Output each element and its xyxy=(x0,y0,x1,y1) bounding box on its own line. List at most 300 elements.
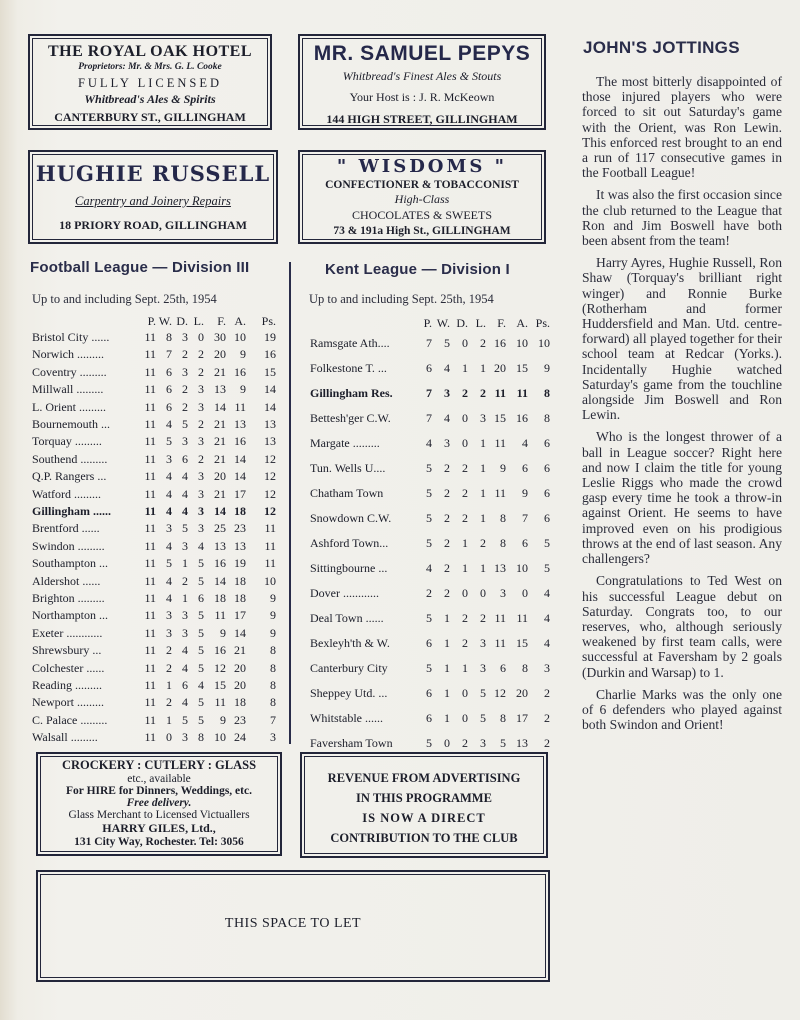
stat-cell: 3 xyxy=(444,436,450,450)
stat-cell: 3 xyxy=(544,661,550,675)
stat-cell: 11 xyxy=(494,636,506,650)
kent-league-header-row xyxy=(310,316,550,330)
stat-cell: 18 xyxy=(234,695,246,710)
table-row xyxy=(310,636,550,652)
stat-cell: 11 xyxy=(144,573,156,588)
team-name: Gillingham ...... xyxy=(32,504,112,518)
team-name: Shrewsbury ... xyxy=(32,643,102,658)
stat-cell: 0 xyxy=(522,586,528,600)
team-name: Snowdown C.W. xyxy=(310,511,392,525)
column-header: D. xyxy=(456,316,468,330)
table-row-gillingham xyxy=(310,386,550,402)
table-row xyxy=(32,626,280,642)
table-row xyxy=(32,434,280,450)
stat-cell: 13 xyxy=(494,561,506,575)
stat-cell: 3 xyxy=(182,625,188,640)
stat-cell: 6 xyxy=(182,678,188,692)
stat-cell: 4 xyxy=(426,561,432,575)
stat-cell: 0 xyxy=(444,736,450,750)
stat-cell: 4 xyxy=(544,586,550,600)
stat-cell: 5 xyxy=(426,611,432,625)
column-header: L. xyxy=(475,316,486,330)
stat-cell: 18 xyxy=(234,591,246,605)
samuel-pepys-ad xyxy=(298,34,546,130)
team-name: L. Orient ......... xyxy=(32,399,106,414)
stat-cell: 4 xyxy=(198,678,204,692)
stat-cell: 21 xyxy=(214,451,226,466)
stat-cell: 6 xyxy=(426,686,432,700)
stat-cell: 13 xyxy=(264,434,276,449)
table-row xyxy=(32,539,280,555)
stat-cell: 5 xyxy=(426,736,432,750)
stat-cell: 5 xyxy=(182,417,188,431)
crockery-line-7: 131 City Way, Rochester. Tel: 3056 xyxy=(74,836,244,848)
stat-cell: 11 xyxy=(516,611,528,625)
stat-cell: 10 xyxy=(516,336,528,350)
hughie-russell-ad xyxy=(28,150,278,244)
stat-cell: 9 xyxy=(270,625,276,640)
team-name: Bexleyh'th & W. xyxy=(310,636,390,650)
stat-cell: 3 xyxy=(182,434,188,449)
stat-cell: 1 xyxy=(444,636,450,650)
stat-cell: 2 xyxy=(198,347,204,362)
stat-cell: 2 xyxy=(444,461,450,475)
stat-cell: 8 xyxy=(270,678,276,692)
stat-cell: 20 xyxy=(494,361,506,375)
stat-cell: 11 xyxy=(144,712,156,727)
stat-cell: 11 xyxy=(264,538,276,553)
column-header: F. xyxy=(497,316,506,330)
stat-cell: 3 xyxy=(198,399,204,414)
table-row xyxy=(310,561,550,577)
stat-cell: 2 xyxy=(426,586,432,600)
column-header: P. xyxy=(147,314,156,328)
team-name: Ramsgate Ath.... xyxy=(310,336,390,350)
stat-cell: 2 xyxy=(544,686,550,700)
table-row xyxy=(310,611,550,627)
team-name: Southampton ... xyxy=(32,556,109,571)
stat-cell: 13 xyxy=(214,382,226,397)
russell-title: HUGHIE RUSSELL xyxy=(35,161,271,186)
stat-cell: 2 xyxy=(462,386,468,400)
stat-cell: 1 xyxy=(462,661,468,675)
wisdoms-address: 73 & 191a High St., GILLINGHAM xyxy=(333,225,511,237)
stat-cell: 16 xyxy=(264,347,276,362)
stat-cell: 11 xyxy=(494,386,506,400)
stat-cell: 16 xyxy=(214,556,226,571)
wisdoms-goods: CHOCOLATES & SWEETS xyxy=(351,208,492,222)
stat-cell: 6 xyxy=(198,591,204,605)
team-name: Torquay ......... xyxy=(32,434,102,449)
stat-cell: 9 xyxy=(270,608,276,623)
table-row xyxy=(32,695,280,711)
stat-cell: 3 xyxy=(198,434,204,449)
wisdoms-trade: CONFECTIONER & TOBACCONIST xyxy=(325,179,519,191)
stat-cell: 8 xyxy=(166,330,172,344)
stat-cell: 2 xyxy=(480,336,486,350)
team-name: Coventry ......... xyxy=(32,364,107,379)
stat-cell: 8 xyxy=(270,660,276,675)
team-name: Q.P. Rangers ... xyxy=(32,469,107,484)
stat-cell: 3 xyxy=(198,486,204,501)
pepys-title: MR. SAMUEL PEPYS xyxy=(313,42,531,65)
stat-cell: 8 xyxy=(544,386,550,400)
table-row xyxy=(32,365,280,381)
stat-cell: 1 xyxy=(444,711,450,725)
stat-cell: 18 xyxy=(214,591,226,605)
pepys-ales: Whitbread's Finest Ales & Stouts xyxy=(342,69,502,83)
stat-cell: 5 xyxy=(426,536,432,550)
stat-cell: 6 xyxy=(166,382,172,397)
royal-oak-licensed: FULLY LICENSED xyxy=(77,76,223,90)
team-name: Chatham Town xyxy=(310,486,384,500)
stat-cell: 23 xyxy=(234,521,246,536)
stat-cell: 9 xyxy=(522,486,528,500)
stat-cell: 1 xyxy=(444,611,450,625)
stat-cell: 1 xyxy=(462,561,468,575)
stat-cell: 11 xyxy=(144,451,156,466)
stat-cell: 3 xyxy=(182,364,188,379)
stat-cell: 13 xyxy=(234,538,246,553)
team-name: Deal Town ...... xyxy=(310,611,384,625)
stat-cell: 21 xyxy=(214,417,226,431)
stat-cell: 3 xyxy=(166,521,172,536)
stat-cell: 16 xyxy=(234,364,246,379)
stat-cell: 13 xyxy=(234,417,246,431)
stat-cell: 7 xyxy=(270,712,276,727)
stat-cell: 11 xyxy=(494,436,506,450)
team-name: Whitstable ...... xyxy=(310,711,383,725)
table-row xyxy=(310,486,550,502)
stat-cell: 11 xyxy=(144,330,156,344)
russell-address: 18 PRIORY ROAD, GILLINGHAM xyxy=(59,218,247,232)
stat-cell: 6 xyxy=(544,436,550,450)
jottings-paragraph: Charlie Marks was the only one of 6 defenders who played against both Swindon and Orient! xyxy=(582,686,782,733)
stat-cell: 3 xyxy=(480,411,486,425)
stat-cell: 10 xyxy=(234,330,246,344)
column-header: Ps. xyxy=(535,316,550,330)
stat-cell: 2 xyxy=(198,417,204,431)
jottings-title: JOHN'S JOTTINGS xyxy=(583,38,740,57)
stat-cell: 11 xyxy=(214,608,226,623)
stat-cell: 6 xyxy=(166,399,172,414)
wisdoms-ad xyxy=(298,150,546,244)
team-name: Dover ............ xyxy=(310,586,379,600)
stat-cell: 3 xyxy=(500,586,506,600)
table-row xyxy=(310,586,550,602)
stat-cell: 0 xyxy=(462,586,468,600)
stat-cell: 11 xyxy=(144,556,156,571)
stat-cell: 0 xyxy=(462,436,468,450)
stat-cell: 5 xyxy=(198,573,204,588)
stat-cell: 1 xyxy=(480,461,486,475)
stat-cell: 10 xyxy=(516,561,528,575)
stat-cell: 3 xyxy=(480,636,486,650)
stat-cell: 3 xyxy=(198,382,204,397)
team-name: Watford ......... xyxy=(32,486,102,501)
stat-cell: 5 xyxy=(182,521,188,536)
stat-cell: 8 xyxy=(500,536,506,550)
stat-cell: 2 xyxy=(182,399,188,414)
stat-cell: 11 xyxy=(144,678,156,692)
column-header: Ps. xyxy=(261,314,276,328)
stat-cell: 1 xyxy=(462,361,468,375)
stat-cell: 5 xyxy=(198,625,204,640)
stat-cell: 0 xyxy=(198,330,204,344)
stat-cell: 4 xyxy=(198,538,204,553)
royal-oak-proprietors: Proprietors: Mr. & Mrs. G. L. Cooke xyxy=(78,62,222,72)
stat-cell: 11 xyxy=(144,643,156,658)
stat-cell: 4 xyxy=(166,504,172,518)
team-name: Sittingbourne ... xyxy=(310,561,388,575)
stat-cell: 1 xyxy=(444,661,450,675)
stat-cell: 3 xyxy=(182,538,188,553)
stat-cell: 12 xyxy=(264,469,276,484)
stat-cell: 5 xyxy=(426,461,432,475)
table-row xyxy=(32,574,280,590)
harry-giles-ad xyxy=(36,752,282,856)
stat-cell: 6 xyxy=(522,536,528,550)
team-name: Colchester ...... xyxy=(32,660,105,675)
stat-cell: 14 xyxy=(214,399,226,414)
stat-cell: 11 xyxy=(144,434,156,449)
stat-cell: 9 xyxy=(220,712,226,727)
team-name: Bournemouth ... xyxy=(32,417,110,431)
stat-cell: 6 xyxy=(426,636,432,650)
stat-cell: 11 xyxy=(264,556,276,571)
stat-cell: 2 xyxy=(198,451,204,466)
stat-cell: 11 xyxy=(264,521,276,536)
stat-cell: 12 xyxy=(494,686,506,700)
stat-cell: 8 xyxy=(500,711,506,725)
stat-cell: 13 xyxy=(516,736,528,750)
stat-cell: 4 xyxy=(182,486,188,501)
team-name: Ashford Town... xyxy=(310,536,389,550)
table-row-gillingham xyxy=(32,504,280,520)
stat-cell: 11 xyxy=(144,347,156,362)
table-row xyxy=(32,417,280,433)
table-row xyxy=(32,678,280,694)
stat-cell: 4 xyxy=(166,573,172,588)
stat-cell: 7 xyxy=(426,336,432,350)
stat-cell: 4 xyxy=(182,660,188,675)
table-row xyxy=(32,643,280,659)
team-name: Reading ......... xyxy=(32,678,102,692)
stat-cell: 4 xyxy=(182,504,188,518)
stat-cell: 2 xyxy=(544,736,550,750)
stat-cell: 12 xyxy=(214,660,226,675)
stat-cell: 8 xyxy=(198,730,204,745)
stat-cell: 14 xyxy=(234,625,246,640)
team-name: Margate ......... xyxy=(310,436,380,450)
stat-cell: 2 xyxy=(462,461,468,475)
jottings-paragraph: It was also the first occasion since the club returned to the League that Ron and Jim Boswell have both been absent from the team! xyxy=(582,187,782,249)
stat-cell: 6 xyxy=(500,661,506,675)
stat-cell: 3 xyxy=(480,661,486,675)
jottings-paragraph: The most bitterly disappointed of those injured players who were forced to sit out Saturday's game with the Orient, was Ron Lewin. This enforced rest brought to an end a run of 117 consecutive games in the Football League! xyxy=(582,74,782,181)
pepys-host: Your Host is : J. R. McKeown xyxy=(349,90,495,104)
stat-cell: 16 xyxy=(516,411,528,425)
stat-cell: 8 xyxy=(500,511,506,525)
stat-cell: 11 xyxy=(144,591,156,605)
stat-cell: 0 xyxy=(480,586,486,600)
stat-cell: 7 xyxy=(426,411,432,425)
stat-cell: 2 xyxy=(182,347,188,362)
stat-cell: 2 xyxy=(462,736,468,750)
revenue-line-3: IS NOW A DIRECT xyxy=(362,811,486,825)
stat-cell: 16 xyxy=(214,643,226,658)
stat-cell: 2 xyxy=(444,536,450,550)
stat-cell: 6 xyxy=(544,511,550,525)
stat-cell: 0 xyxy=(462,336,468,350)
stat-cell: 11 xyxy=(516,386,528,400)
stat-cell: 0 xyxy=(462,711,468,725)
stat-cell: 3 xyxy=(444,386,450,400)
stat-cell: 20 xyxy=(234,678,246,692)
stat-cell: 21 xyxy=(214,486,226,501)
table-row xyxy=(32,347,280,363)
stat-cell: 11 xyxy=(144,695,156,710)
stat-cell: 18 xyxy=(234,504,246,518)
stat-cell: 7 xyxy=(426,386,432,400)
stat-cell: 11 xyxy=(234,399,246,414)
kent-league-subtitle: Up to and including Sept. 25th, 1954 xyxy=(309,292,494,306)
stat-cell: 1 xyxy=(462,536,468,550)
table-row xyxy=(32,730,280,746)
stat-cell: 3 xyxy=(182,330,188,344)
stat-cell: 1 xyxy=(480,561,486,575)
stat-cell: 18 xyxy=(234,573,246,588)
stat-cell: 2 xyxy=(544,711,550,725)
stat-cell: 9 xyxy=(500,461,506,475)
stat-cell: 9 xyxy=(240,347,246,362)
table-row xyxy=(310,661,550,677)
stat-cell: 16 xyxy=(494,336,506,350)
stat-cell: 1 xyxy=(480,486,486,500)
wisdoms-title: " WISDOMS " xyxy=(336,156,508,177)
stat-cell: 30 xyxy=(214,330,226,344)
stat-cell: 5 xyxy=(198,643,204,658)
stat-cell: 6 xyxy=(426,361,432,375)
stat-cell: 4 xyxy=(166,417,172,431)
stat-cell: 13 xyxy=(264,417,276,431)
stat-cell: 11 xyxy=(144,730,156,745)
space-to-let-text: THIS SPACE TO LET xyxy=(224,916,362,931)
stat-cell: 2 xyxy=(480,536,486,550)
stat-cell: 11 xyxy=(144,521,156,536)
team-name: Brighton ......... xyxy=(32,591,105,605)
stat-cell: 13 xyxy=(214,538,226,553)
stat-cell: 3 xyxy=(198,504,204,518)
stat-cell: 5 xyxy=(198,712,204,727)
stat-cell: 5 xyxy=(166,434,172,449)
stat-cell: 2 xyxy=(182,382,188,397)
stat-cell: 21 xyxy=(214,364,226,379)
stat-cell: 4 xyxy=(444,361,450,375)
team-name: Bristol City ...... xyxy=(32,330,110,344)
stat-cell: 1 xyxy=(444,686,450,700)
crockery-line-5: Glass Merchant to Licensed Victuallers xyxy=(68,809,250,821)
table-row xyxy=(32,556,280,572)
table-row xyxy=(310,361,550,377)
table-row xyxy=(310,736,550,752)
stat-cell: 2 xyxy=(462,611,468,625)
stat-cell: 5 xyxy=(426,486,432,500)
table-row xyxy=(32,452,280,468)
stat-cell: 5 xyxy=(198,695,204,710)
football-league-table xyxy=(32,330,280,750)
revenue-line-4: CONTRIBUTION TO THE CLUB xyxy=(330,831,518,845)
stat-cell: 11 xyxy=(144,504,156,518)
column-header: A. xyxy=(516,316,528,330)
stat-cell: 5 xyxy=(198,660,204,675)
stat-cell: 6 xyxy=(544,461,550,475)
stat-cell: 2 xyxy=(444,561,450,575)
stat-cell: 20 xyxy=(214,469,226,484)
team-name: Exeter ............ xyxy=(32,625,103,640)
stat-cell: 5 xyxy=(444,336,450,350)
stat-cell: 1 xyxy=(480,511,486,525)
crockery-line-4: Free delivery. xyxy=(126,797,192,809)
stat-cell: 10 xyxy=(264,573,276,588)
football-league-subtitle: Up to and including Sept. 25th, 1954 xyxy=(32,292,217,306)
stat-cell: 14 xyxy=(214,504,226,518)
table-row xyxy=(32,487,280,503)
stat-cell: 2 xyxy=(462,511,468,525)
stat-cell: 5 xyxy=(426,661,432,675)
stat-cell: 5 xyxy=(480,711,486,725)
stat-cell: 16 xyxy=(234,434,246,449)
stat-cell: 5 xyxy=(166,556,172,571)
stat-cell: 12 xyxy=(264,451,276,466)
team-name: Swindon ......... xyxy=(32,538,105,553)
space-to-let-box xyxy=(36,870,550,982)
kent-league-title: Kent League — Division I xyxy=(325,261,510,278)
stat-cell: 11 xyxy=(494,486,506,500)
stat-cell: 5 xyxy=(480,686,486,700)
stat-cell: 4 xyxy=(444,411,450,425)
jottings-paragraph: Who is the longest thrower of a ball in League soccer? Right here and now I claim the title for young Leslie Riggs who made the crowd gasp every time he took a throw-in against Orient. He seems to have improved even on his prodigious throws at the end of last season. Any challengers? xyxy=(582,429,782,567)
stat-cell: 1 xyxy=(182,591,188,605)
crockery-line-2: etc., available xyxy=(127,773,191,785)
table-row xyxy=(310,536,550,552)
column-header: W. xyxy=(158,314,172,328)
table-row xyxy=(32,608,280,624)
football-league-title: Football League — Division III xyxy=(30,259,250,276)
stat-cell: 14 xyxy=(264,382,276,397)
stat-cell: 2 xyxy=(444,586,450,600)
stat-cell: 17 xyxy=(234,486,246,501)
stat-cell: 12 xyxy=(264,504,276,518)
table-row xyxy=(32,521,280,537)
table-row xyxy=(32,469,280,485)
stat-cell: 4 xyxy=(166,469,172,484)
stat-cell: 11 xyxy=(144,486,156,501)
pepys-address: 144 HIGH STREET, GILLINGHAM xyxy=(326,112,518,126)
team-name: Northampton ... xyxy=(32,608,108,623)
stat-cell: 4 xyxy=(544,636,550,650)
table-row xyxy=(32,591,280,607)
stat-cell: 3 xyxy=(166,451,172,466)
stat-cell: 25 xyxy=(214,521,226,536)
stat-cell: 7 xyxy=(166,347,172,362)
stat-cell: 9 xyxy=(270,591,276,605)
table-row xyxy=(310,461,550,477)
column-header: P. xyxy=(423,316,432,330)
stat-cell: 3 xyxy=(166,625,172,640)
stat-cell: 21 xyxy=(214,434,226,449)
royal-oak-hotel-ad xyxy=(28,34,272,130)
